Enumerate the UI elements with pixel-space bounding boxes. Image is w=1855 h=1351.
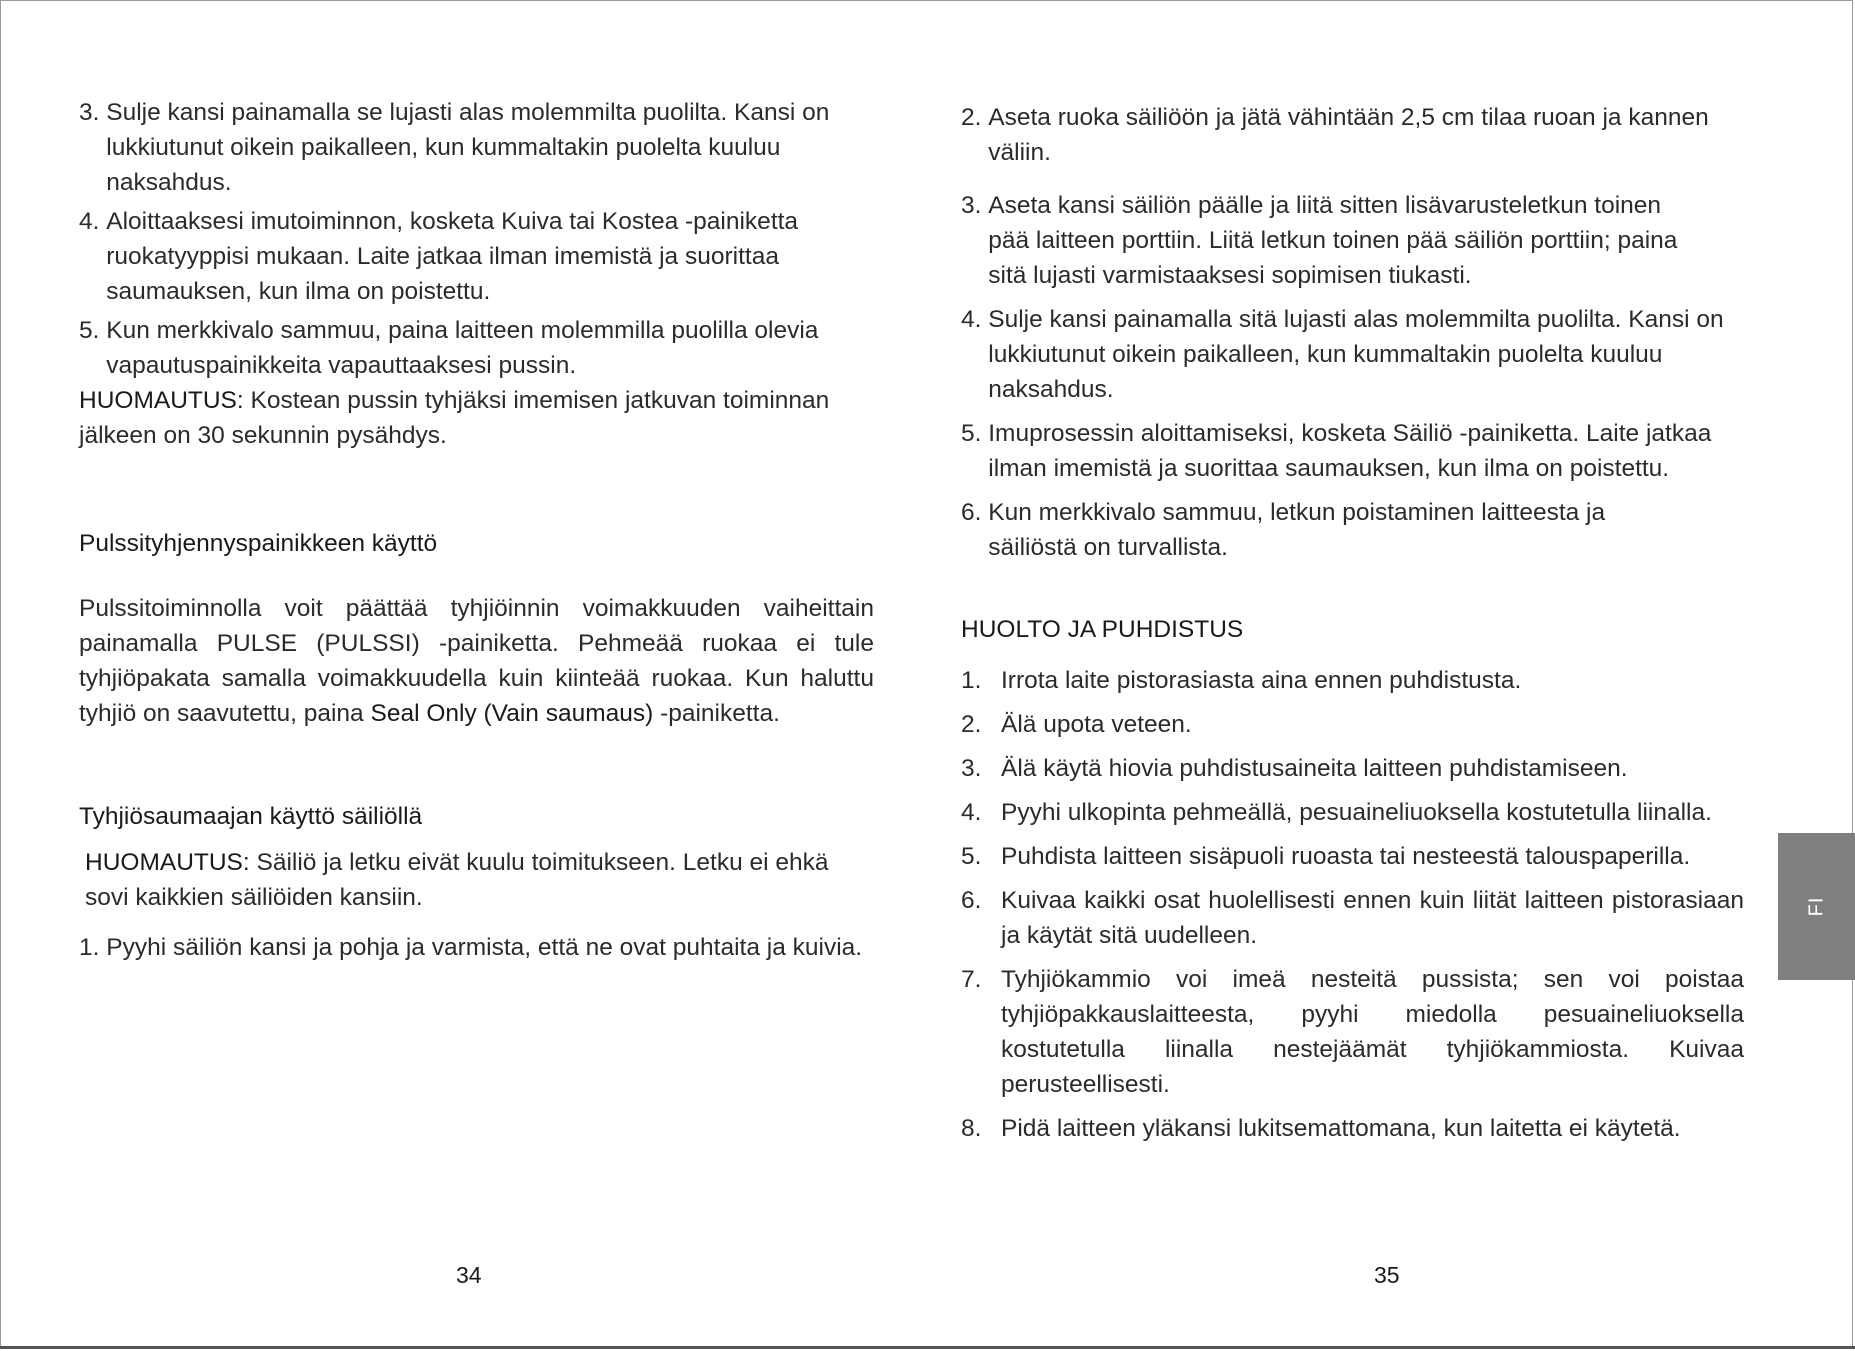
care-list-item <box>961 795 1744 830</box>
seal-only-label: Seal Only (Vain saumaus) <box>370 700 654 727</box>
step-5 <box>79 313 874 383</box>
care-item-number: 8. <box>961 1115 982 1142</box>
step-4 <box>79 204 874 309</box>
step-3 <box>79 95 874 200</box>
container-step-1 <box>79 930 874 965</box>
step-text: Sulje kansi painamalla sitä lujasti alas molemmilta puolilta. Kansi on lukkiutunut oikein paikalleen, kun kummaltakin puolelta kuuluu naksahdus. <box>988 306 1724 403</box>
step-number: 4. <box>79 208 107 235</box>
note-label: HUOMAUTUS: <box>79 387 244 414</box>
care-item-text: Kuivaa kaikki osat huolellisesti ennen kuin liität laitteen pistorasiaan ja käytät sitä uudelleen. <box>1001 887 1744 949</box>
step-number: 2. <box>961 104 989 131</box>
care-list-item <box>961 883 1744 953</box>
step-number: 5. <box>961 420 989 447</box>
care-item-text: Pidä laitteen yläkansi lukitsemattomana, kun laitetta ei käytetä. <box>1001 1115 1681 1142</box>
care-item-number: 5. <box>961 843 982 870</box>
right-page-column <box>961 100 1743 1155</box>
care-list-item <box>961 1111 1744 1146</box>
step-number: 3. <box>79 99 107 126</box>
care-item-text: Tyhjiökammio voi imeä nesteitä pussista; sen voi poistaa tyhjiöpakkauslaitteesta, pyyhi miedolla pesuaineliuoksella kostutetulla liinalla nestejäämät tyhjiökammiosta. Kuivaa perusteellisesti. <box>1001 966 1744 1098</box>
language-label: FI <box>1805 896 1827 917</box>
pulse-paragraph <box>79 591 874 731</box>
care-item-number: 1. <box>961 667 982 694</box>
step-text: Aseta kansi säiliön päälle ja liitä sitten lisävarusteletkun toinen pää laitteen porttiin. Liitä letkun toinen pää säiliön porttiin; paina sitä lujasti varmistaaksesi sopimisen tiukasti. <box>988 192 1678 289</box>
care-list-item <box>961 663 1744 698</box>
page-number-right: 35 <box>1374 1262 1400 1288</box>
step-number: 4. <box>961 306 989 333</box>
container-note <box>79 845 874 915</box>
container-step-2 <box>961 100 1743 170</box>
step-text: Pyyhi säiliön kansi ja pohja ja varmista, että ne ovat puhtaita ja kuivia. <box>106 934 863 961</box>
note-label: HUOMAUTUS: <box>85 849 250 876</box>
step-text: Kun merkkivalo sammuu, letkun poistaminen laitteesta ja säiliöstä on turvallista. <box>988 499 1606 561</box>
step-text: Imuprosessin aloittamiseksi, kosketa Säiliö -painiketta. Laite jatkaa ilman imemistä ja suorittaa saumauksen, kun ilma on poistettu. <box>988 420 1712 482</box>
container-heading: Tyhjiösaumaajan käyttö säiliöllä <box>79 803 423 830</box>
step-number: 5. <box>79 317 107 344</box>
container-step-3 <box>961 188 1743 293</box>
note-text: Kostean pussin tyhjäksi imemisen jatkuvan toiminnan jälkeen on 30 sekunnin pysähdys. <box>79 387 830 449</box>
container-step-6 <box>961 495 1743 565</box>
care-item-text: Puhdista laitteen sisäpuoli ruoasta tai nesteestä talouspaperilla. <box>1001 843 1691 870</box>
care-list-item <box>961 751 1744 786</box>
left-page-column <box>79 95 874 965</box>
care-item-number: 6. <box>961 887 982 914</box>
container-step-4 <box>961 302 1743 407</box>
care-list-item <box>961 839 1744 874</box>
note-paragraph <box>79 383 874 453</box>
care-item-text: Älä käytä hiovia puhdistusaineita laitteen puhdistamiseen. <box>1001 755 1628 782</box>
care-list-item <box>961 962 1744 1102</box>
care-item-text: Irrota laite pistorasiasta aina ennen puhdistusta. <box>1001 667 1522 694</box>
care-list <box>961 663 1744 1146</box>
step-text: Kun merkkivalo sammuu, paina laitteen molemmilla puolilla olevia vapautuspainikkeita vapauttaaksesi pussin. <box>106 317 819 379</box>
care-item-text: Pyyhi ulkopinta pehmeällä, pesuaineliuoksella kostutetulla liinalla. <box>1001 799 1712 826</box>
care-heading: HUOLTO JA PUHDISTUS <box>961 616 1244 643</box>
language-tab <box>1778 833 1855 980</box>
care-list-item <box>961 707 1744 742</box>
step-number: 1. <box>79 934 107 961</box>
step-text: Aseta ruoka säiliöön ja jätä vähintään 2,5 cm tilaa ruoan ja kannen väliin. <box>988 104 1709 166</box>
container-step-5 <box>961 416 1743 486</box>
page-number-left: 34 <box>456 1262 482 1288</box>
care-item-number: 7. <box>961 966 982 993</box>
step-text: Aloittaaksesi imutoiminnon, kosketa Kuiva tai Kostea -painiketta ruokatyyppisi mukaan. Laite jatkaa ilman imemistä ja suorittaa saumauksen, kun ilma on poistettu. <box>106 208 799 305</box>
step-text: Sulje kansi painamalla se lujasti alas molemmilta puolilta. Kansi on lukkiutunut oikein paikalleen, kun kummaltakin puolelta kuuluu naksahdus. <box>106 99 830 196</box>
step-number: 6. <box>961 499 989 526</box>
care-item-number: 2. <box>961 711 982 738</box>
care-item-number: 3. <box>961 755 982 782</box>
pulse-text: Pulssitoiminnolla voit päättää tyhjiöinnin voimakkuuden vaiheittain painamalla PULSE (PULSSI) -painiketta. Pehmeää ruokaa ei tule tyhjiöpakata samalla voimakkuudella kuin kiinteää ruokaa. Kun haluttu tyhjiö on saavutettu, paina <box>79 595 874 727</box>
care-item-text: Älä upota veteen. <box>1001 711 1192 738</box>
pulse-heading: Pulssityhjennyspainikkeen käyttö <box>79 530 438 557</box>
step-number: 3. <box>961 192 989 219</box>
care-item-number: 4. <box>961 799 982 826</box>
bottom-rule <box>0 1346 1855 1349</box>
pulse-tail: -painiketta. <box>653 700 780 727</box>
note-text: Säiliö ja letku eivät kuulu toimitukseen. Letku ei ehkä sovi kaikkien säiliöiden kansiin. <box>85 849 829 911</box>
